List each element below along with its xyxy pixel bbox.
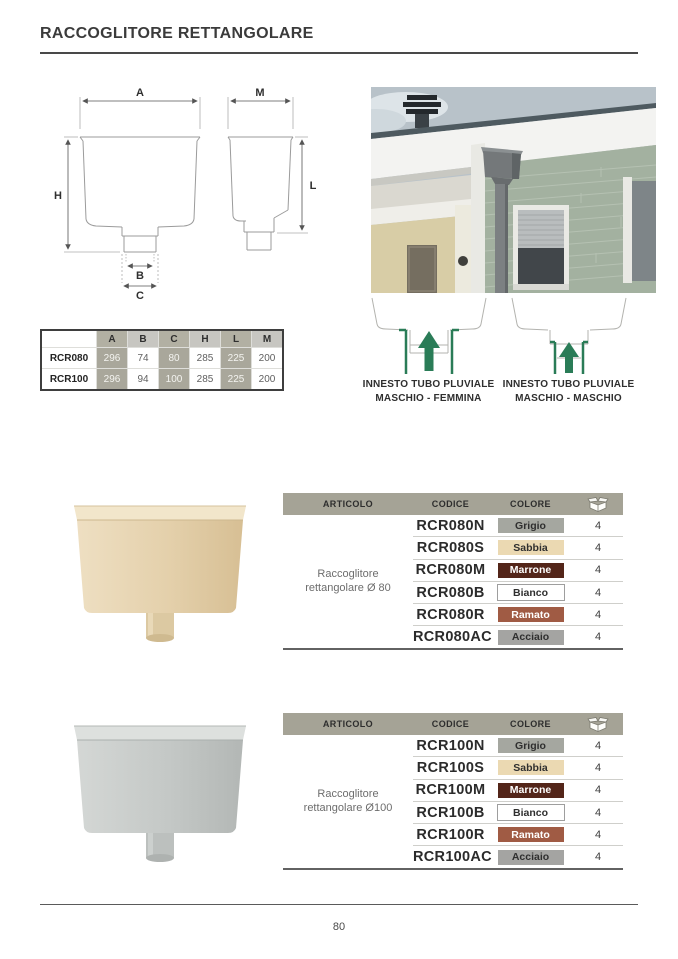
dim-value: 225 xyxy=(221,348,252,369)
header-codice: CODICE xyxy=(431,719,470,729)
dim-header-A: A xyxy=(97,330,128,348)
dim-label-M: M xyxy=(255,87,265,99)
table-row xyxy=(413,582,623,604)
product-code: RCR080S xyxy=(416,539,485,556)
articolo-line1: Raccoglitore xyxy=(317,788,379,801)
innesto-male-line2: MASCHIO - MASCHIO xyxy=(515,393,622,404)
product-code: RCR080M xyxy=(415,562,486,579)
pack-qty: 4 xyxy=(594,828,602,841)
articolo-cell xyxy=(283,735,413,868)
product-code: RCR100S xyxy=(416,759,485,776)
dim-row-label: RCR080 xyxy=(41,348,97,369)
color-swatch: Sabbia xyxy=(498,760,564,775)
product-table-body xyxy=(283,515,623,650)
dim-label-B: B xyxy=(136,270,144,282)
color-swatch: Acciaio xyxy=(498,850,564,865)
pack-qty: 4 xyxy=(594,851,602,864)
innesto-female-line1: INNESTO TUBO PLUVIALE xyxy=(362,379,495,390)
table-row xyxy=(413,757,623,779)
package-box-icon xyxy=(573,716,623,733)
product-table-header xyxy=(283,493,623,515)
color-swatch: Grigio xyxy=(498,738,564,753)
dim-label-H: H xyxy=(54,190,62,202)
header-colore: COLORE xyxy=(510,499,551,509)
articolo-line1: Raccoglitore xyxy=(317,568,379,581)
pipe-connection-male-diagram xyxy=(504,296,634,374)
innesto-female-line2: MASCHIO - FEMMINA xyxy=(375,393,482,404)
product-photo-sand xyxy=(62,496,258,644)
dim-value: 285 xyxy=(190,369,221,391)
pack-qty: 4 xyxy=(594,608,602,621)
table-row xyxy=(413,537,623,559)
dim-label-A: A xyxy=(136,87,144,99)
table-row xyxy=(413,560,623,582)
pack-qty: 4 xyxy=(594,784,602,797)
table-row xyxy=(413,735,623,757)
header-articolo: ARTICOLO xyxy=(322,499,374,509)
technical-drawing xyxy=(50,85,342,303)
innesto-diagram-male xyxy=(496,296,641,406)
page-title: RACCOGLITORE RETTANGOLARE xyxy=(40,25,314,42)
dim-value: 200 xyxy=(252,369,284,391)
product-table-body xyxy=(283,735,623,870)
dim-value: 285 xyxy=(190,348,221,369)
product-code: RCR100B xyxy=(416,804,485,821)
articolo-cell xyxy=(283,515,413,648)
table-row xyxy=(413,780,623,802)
dim-label-C: C xyxy=(136,290,144,302)
dim-value: 74 xyxy=(128,348,159,369)
product-code: RCR100N xyxy=(416,737,485,754)
product-code: RCR080B xyxy=(416,584,485,601)
dim-value: 225 xyxy=(221,369,252,391)
arrow-up-icon xyxy=(418,331,440,371)
product-table-100 xyxy=(283,713,623,870)
dim-value: 80 xyxy=(159,348,190,369)
dim-header-M: M xyxy=(252,330,284,348)
color-swatch: Sabbia xyxy=(498,540,564,555)
innesto-diagram-female xyxy=(356,296,501,406)
pack-qty: 4 xyxy=(594,739,602,752)
pack-qty: 4 xyxy=(594,541,602,554)
color-swatch: Bianco xyxy=(497,584,565,601)
dim-row-label: RCR100 xyxy=(41,369,97,391)
color-swatch: Grigio xyxy=(498,518,564,533)
pipe-connection-female-diagram xyxy=(364,296,494,374)
color-swatch: Marrone xyxy=(498,563,564,578)
pack-qty: 4 xyxy=(594,586,602,599)
product-code: RCR100M xyxy=(415,782,486,799)
table-row xyxy=(413,802,623,824)
header-articolo: ARTICOLO xyxy=(322,719,374,729)
product-photo-grey xyxy=(62,716,258,864)
table-row xyxy=(413,604,623,626)
header-colore: COLORE xyxy=(510,719,551,729)
innesto-male-line1: INNESTO TUBO PLUVIALE xyxy=(502,379,635,390)
table-row xyxy=(413,626,623,647)
dim-value: 94 xyxy=(128,369,159,391)
product-table-80 xyxy=(283,493,623,650)
dim-header-L: L xyxy=(221,330,252,348)
articolo-line2: rettangolare Ø100 xyxy=(303,802,393,815)
dim-table-row xyxy=(41,348,283,369)
product-code: RCR080R xyxy=(416,606,485,623)
dim-value: 100 xyxy=(159,369,190,391)
page-number: 80 xyxy=(332,921,346,933)
dim-label-L: L xyxy=(309,180,317,192)
dimensions-table xyxy=(40,329,284,391)
table-row xyxy=(413,846,623,867)
color-swatch: Ramato xyxy=(498,827,564,842)
pack-qty: 4 xyxy=(594,631,602,644)
product-code: RCR100AC xyxy=(413,849,492,866)
color-swatch: Bianco xyxy=(497,804,565,821)
dim-header-empty xyxy=(41,330,97,348)
footer-divider xyxy=(40,904,638,905)
product-code: RCR080N xyxy=(416,517,485,534)
color-swatch: Marrone xyxy=(498,783,564,798)
package-box-icon xyxy=(573,496,623,513)
color-swatch: Ramato xyxy=(498,607,564,622)
table-row xyxy=(413,824,623,846)
title-divider xyxy=(40,52,638,54)
product-code: RCR100R xyxy=(416,826,485,843)
installation-photo xyxy=(371,87,656,293)
dim-header-C: C xyxy=(159,330,190,348)
product-code: RCR080AC xyxy=(413,629,492,646)
dim-table-row xyxy=(41,369,283,391)
product-table-header xyxy=(283,713,623,735)
dim-value: 296 xyxy=(97,348,128,369)
color-swatch: Acciaio xyxy=(498,630,564,645)
pack-qty: 4 xyxy=(594,564,602,577)
articolo-line2: rettangolare Ø 80 xyxy=(305,582,391,595)
dim-table-header-row xyxy=(41,330,283,348)
pack-qty: 4 xyxy=(594,761,602,774)
pack-qty: 4 xyxy=(594,806,602,819)
pack-qty: 4 xyxy=(594,519,602,532)
dim-value: 296 xyxy=(97,369,128,391)
dim-value: 200 xyxy=(252,348,284,369)
dim-header-B: B xyxy=(128,330,159,348)
dim-header-H: H xyxy=(190,330,221,348)
table-row xyxy=(413,515,623,537)
header-codice: CODICE xyxy=(431,499,470,509)
